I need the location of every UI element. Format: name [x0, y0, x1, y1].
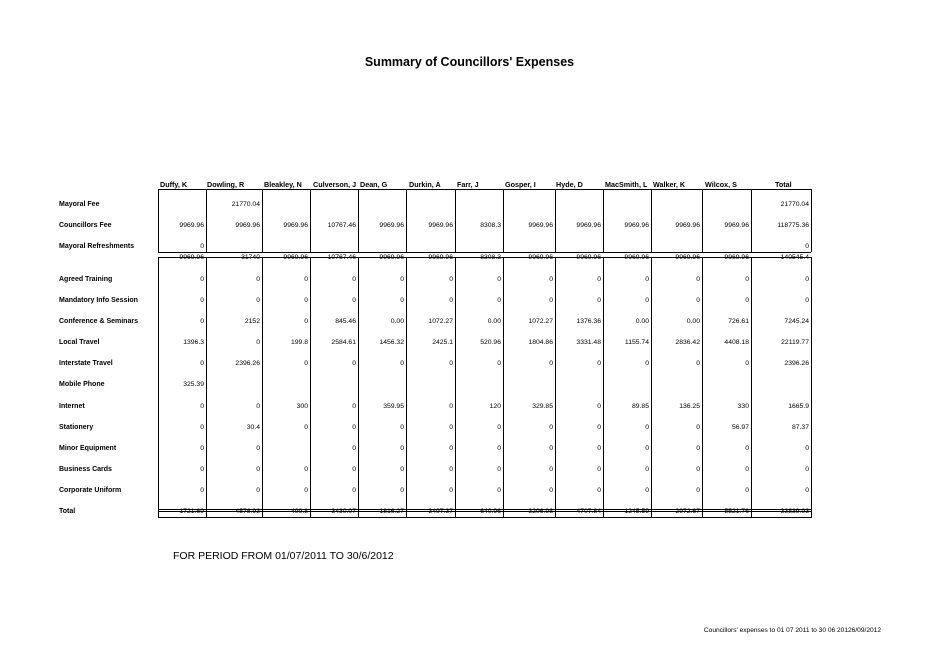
grid-line [158, 252, 811, 253]
grid-line [158, 189, 811, 190]
column-header: Dowling, R [207, 180, 245, 189]
table-cell: 0 [549, 360, 553, 367]
row-label: Internet [59, 403, 85, 410]
table-cell: 0 [400, 297, 404, 304]
table-cell: 1072.27 [528, 318, 553, 325]
grid-line [651, 257, 652, 509]
table-cell: 0.00 [487, 318, 501, 325]
table-cell: 0 [256, 403, 260, 410]
grid-line [811, 257, 812, 509]
table-cell: 0 [400, 276, 404, 283]
grid-line [702, 257, 703, 509]
table-cell: 0 [449, 466, 453, 473]
footer-text: Councillors' expenses to 01 07 2011 to 30 06 20126/09/2012 [703, 627, 881, 634]
grid-line [455, 257, 456, 509]
grid-line [651, 189, 652, 252]
grid-line [206, 189, 207, 252]
table-cell: 0 [549, 445, 553, 452]
column-header: Durkin, A [409, 180, 441, 189]
table-cell: 9969.96 [235, 222, 260, 229]
row-label: Interstate Travel [59, 360, 113, 367]
table-cell: 0 [497, 297, 501, 304]
table-cell: 7245.24 [784, 318, 809, 325]
grid-line [811, 509, 812, 518]
table-cell: 9969.96 [379, 222, 404, 229]
table-cell: 9969.96 [179, 254, 204, 261]
grid-line [603, 257, 604, 509]
expenses-table [158, 189, 811, 518]
table-cell: 1804.86 [528, 339, 553, 346]
table-cell: 9969.96 [675, 254, 700, 261]
table-cell: 726.61 [728, 318, 749, 325]
table-cell: 0 [304, 318, 308, 325]
grid-line [503, 257, 504, 509]
grid-line [158, 257, 159, 509]
table-cell: 0 [497, 445, 501, 452]
table-cell: 0 [304, 276, 308, 283]
table-cell: 0 [200, 360, 204, 367]
column-header: Duffy, K [160, 180, 188, 189]
table-cell: 0 [256, 445, 260, 452]
table-cell: 0 [597, 297, 601, 304]
table-cell: 330 [737, 403, 749, 410]
table-cell: 140545.4 [780, 254, 809, 261]
table-cell: 0 [645, 276, 649, 283]
table-cell: 0 [304, 297, 308, 304]
row-label: Minor Equipment [59, 445, 117, 452]
table-cell: 9969.96 [283, 222, 308, 229]
table-cell: 0.00 [686, 318, 700, 325]
grid-line [406, 509, 407, 518]
table-cell: 0 [449, 403, 453, 410]
table-cell: 3331.48 [576, 339, 601, 346]
table-cell: 1245.59 [624, 508, 649, 515]
table-cell: 2425.1 [432, 339, 453, 346]
row-label: Councillors Fee [59, 222, 112, 229]
table-cell: 499.8 [290, 508, 308, 515]
table-cell: 0 [200, 487, 204, 494]
table-cell: 0 [352, 466, 356, 473]
table-cell: 0 [696, 360, 700, 367]
page-title: Summary of Councillors' Expenses [364, 55, 575, 69]
table-cell: 0 [745, 466, 749, 473]
table-cell: 199.8 [290, 339, 308, 346]
table-cell: 0 [805, 276, 809, 283]
table-cell: 0.00 [635, 318, 649, 325]
table-cell: 8308.3 [480, 254, 501, 261]
table-cell: 0 [597, 424, 601, 431]
grid-line [206, 509, 207, 518]
grid-line [651, 509, 652, 518]
table-cell: 0 [597, 487, 601, 494]
grid-line [158, 509, 159, 518]
table-cell: 0 [549, 424, 553, 431]
table-cell: 1721.69 [179, 508, 204, 515]
table-cell: 0 [304, 466, 308, 473]
grid-line [358, 257, 359, 509]
table-cell: 0 [256, 297, 260, 304]
table-cell: 0 [200, 445, 204, 452]
table-cell: 9969.96 [528, 222, 553, 229]
column-header: MacSmith, L [605, 180, 648, 189]
table-cell: 0 [645, 466, 649, 473]
table-cell: 31740 [241, 254, 260, 261]
grid-line [555, 257, 556, 509]
table-cell: 0 [497, 487, 501, 494]
table-cell: 0 [497, 360, 501, 367]
grid-line [811, 189, 812, 252]
table-cell: 56.97 [731, 424, 749, 431]
table-cell: 5521.76 [724, 508, 749, 515]
table-cell: 1376.36 [576, 318, 601, 325]
table-cell: 0 [449, 445, 453, 452]
table-cell: 21770.04 [231, 201, 260, 208]
table-cell: 300 [296, 403, 308, 410]
table-cell: 325.39 [183, 381, 204, 388]
table-cell: 0 [256, 487, 260, 494]
table-cell: 0 [696, 276, 700, 283]
grid-line [310, 257, 311, 509]
table-cell: 0 [645, 424, 649, 431]
table-cell: 3430.07 [331, 508, 356, 515]
grid-line [158, 189, 159, 252]
table-cell: 0 [449, 487, 453, 494]
table-cell: 0 [597, 360, 601, 367]
table-cell: 136.25 [679, 403, 700, 410]
column-header: Farr, J [457, 180, 479, 189]
table-cell: 0 [549, 276, 553, 283]
table-cell: 0 [645, 297, 649, 304]
table-cell: 0 [400, 466, 404, 473]
table-cell: 1396.3 [183, 339, 204, 346]
table-cell: 1155.74 [624, 339, 649, 346]
table-cell: 0 [304, 487, 308, 494]
row-label: Business Cards [59, 466, 112, 473]
grid-line [555, 189, 556, 252]
table-cell: 0 [200, 466, 204, 473]
grid-line [262, 509, 263, 518]
table-cell: 0 [497, 466, 501, 473]
grid-line [406, 257, 407, 509]
table-cell: 21770.04 [780, 201, 809, 208]
table-cell: 0 [400, 424, 404, 431]
table-cell: 4707.84 [576, 508, 601, 515]
table-cell: 0 [597, 403, 601, 410]
column-header: Walker, K [653, 180, 686, 189]
grid-line [262, 257, 263, 509]
grid-line [358, 509, 359, 518]
grid-line [603, 509, 604, 518]
table-cell: 0 [200, 276, 204, 283]
table-cell: 0 [449, 276, 453, 283]
table-cell: 2836.42 [675, 339, 700, 346]
table-cell: 1456.32 [379, 339, 404, 346]
table-cell: 0 [696, 297, 700, 304]
table-cell: 0 [549, 297, 553, 304]
grid-line [503, 509, 504, 518]
column-header: Bleakley, N [264, 180, 302, 189]
table-cell: 0 [497, 276, 501, 283]
table-cell: 10767.46 [327, 222, 356, 229]
table-cell: 9969.96 [428, 254, 453, 261]
table-cell: 2396.26 [235, 360, 260, 367]
table-cell: 0 [696, 466, 700, 473]
table-cell: 359.95 [383, 403, 404, 410]
table-cell: 0 [805, 466, 809, 473]
table-cell: 0 [745, 297, 749, 304]
grid-line [455, 189, 456, 252]
table-cell: 9969.96 [283, 254, 308, 261]
table-cell: 0 [449, 360, 453, 367]
table-cell: 87.37 [791, 424, 809, 431]
table-cell: 9969.96 [528, 254, 553, 261]
grid-line [262, 189, 263, 252]
table-cell: 2584.61 [331, 339, 356, 346]
grid-line [702, 189, 703, 252]
table-cell: 0 [256, 276, 260, 283]
table-cell: 22119.77 [781, 339, 809, 346]
grid-line [310, 509, 311, 518]
table-cell: 118775.36 [777, 222, 809, 229]
column-header: Gosper, I [505, 180, 536, 189]
table-cell: 0 [352, 276, 356, 283]
table-cell: 640.96 [480, 508, 501, 515]
table-cell: 845.46 [335, 318, 356, 325]
table-cell: 0 [400, 445, 404, 452]
table-cell: 0 [645, 445, 649, 452]
table-cell: 0 [200, 297, 204, 304]
table-cell: 120 [489, 403, 501, 410]
grid-line [310, 189, 311, 252]
table-cell: 0 [597, 276, 601, 283]
table-cell: 0 [497, 424, 501, 431]
table-cell: 9969.96 [379, 254, 404, 261]
column-header: Hyde, D [556, 180, 583, 189]
table-cell: 1816.27 [379, 508, 404, 515]
table-cell: 2152 [244, 318, 260, 325]
grid-line [503, 189, 504, 252]
table-cell: 0 [597, 445, 601, 452]
table-cell: 2972.67 [675, 508, 700, 515]
table-cell: 0 [352, 424, 356, 431]
table-cell: 9969.96 [624, 222, 649, 229]
table-cell: 9969.96 [576, 254, 601, 261]
table-cell: 4578.93 [235, 508, 260, 515]
table-cell: 0 [805, 297, 809, 304]
table-cell: 9969.96 [724, 254, 749, 261]
table-cell: 3206.98 [528, 508, 553, 515]
table-cell: 0 [597, 466, 601, 473]
table-cell: 0 [352, 445, 356, 452]
column-header: Total [775, 180, 792, 189]
table-cell: 8308.3 [480, 222, 501, 229]
table-cell: 0 [256, 466, 260, 473]
table-cell: 0.00 [390, 318, 404, 325]
row-label: Conference & Seminars [59, 318, 138, 325]
table-cell: 0 [696, 487, 700, 494]
table-cell: 0 [352, 297, 356, 304]
table-cell: 0 [745, 487, 749, 494]
row-label: Total [59, 508, 76, 515]
table-cell: 33839.93 [780, 508, 809, 515]
table-cell: 9969.96 [428, 222, 453, 229]
column-header: Wilcox, S [705, 180, 737, 189]
table-cell: 0 [805, 243, 809, 250]
table-cell: 30.4 [246, 424, 260, 431]
row-label: Mobile Phone [59, 381, 105, 388]
table-cell: 0 [256, 339, 260, 346]
table-cell: 0 [200, 403, 204, 410]
table-cell: 0 [200, 243, 204, 250]
table-cell: 520.96 [480, 339, 501, 346]
table-cell: 0 [645, 487, 649, 494]
table-cell: 0 [745, 445, 749, 452]
column-header: Culverson, J [313, 180, 357, 189]
table-cell: 0 [352, 360, 356, 367]
grid-line [751, 257, 752, 509]
table-cell: 1665.9 [788, 403, 809, 410]
table-cell: 3497.37 [428, 508, 453, 515]
period-text: FOR PERIOD FROM 01/07/2011 TO 30/6/2012 [173, 550, 394, 562]
row-label: Mandatory Info Session [59, 297, 138, 304]
table-cell: 0 [549, 466, 553, 473]
table-cell: 0 [549, 487, 553, 494]
table-cell: 0 [745, 276, 749, 283]
table-cell: 0 [400, 360, 404, 367]
table-cell: 0 [449, 424, 453, 431]
table-cell: 0 [304, 360, 308, 367]
table-cell: 0 [352, 403, 356, 410]
table-cell: 1072.27 [428, 318, 453, 325]
table-cell: 329.85 [532, 403, 553, 410]
row-label: Agreed Training [59, 276, 113, 283]
table-cell: 0 [696, 424, 700, 431]
grid-line [555, 509, 556, 518]
table-cell: 0 [696, 445, 700, 452]
table-cell: 9969.96 [576, 222, 601, 229]
table-cell: 9969.96 [724, 222, 749, 229]
row-label: Stationery [59, 424, 94, 431]
table-cell: 0 [805, 487, 809, 494]
table-cell: 0 [745, 360, 749, 367]
table-cell: 0 [304, 424, 308, 431]
table-cell: 0 [200, 318, 204, 325]
grid-line [358, 189, 359, 252]
grid-line [751, 189, 752, 252]
table-cell: 0 [645, 360, 649, 367]
row-label: Mayoral Refreshments [59, 243, 135, 250]
grid-line [206, 257, 207, 509]
table-cell: 4408.18 [724, 339, 749, 346]
table-cell: 0 [805, 445, 809, 452]
row-label: Corporate Uniform [59, 487, 122, 494]
row-label: Local Travel [59, 339, 100, 346]
table-cell: 9969.96 [179, 222, 204, 229]
table-cell: 0 [352, 487, 356, 494]
table-cell: 0 [449, 297, 453, 304]
grid-line [751, 509, 752, 518]
table-cell: 0 [200, 424, 204, 431]
table-cell: 9969.96 [675, 222, 700, 229]
grid-line [603, 189, 604, 252]
table-cell: 0 [400, 487, 404, 494]
grid-line [406, 189, 407, 252]
table-cell: 10767.46 [327, 254, 356, 261]
table-cell: 2396.26 [784, 360, 809, 367]
grid-line [702, 509, 703, 518]
column-header: Dean, G [360, 180, 388, 189]
table-cell: 9969.96 [624, 254, 649, 261]
grid-line [455, 509, 456, 518]
grid-line [158, 517, 811, 518]
table-cell: 89.85 [631, 403, 649, 410]
row-label: Mayoral Fee [59, 201, 100, 208]
